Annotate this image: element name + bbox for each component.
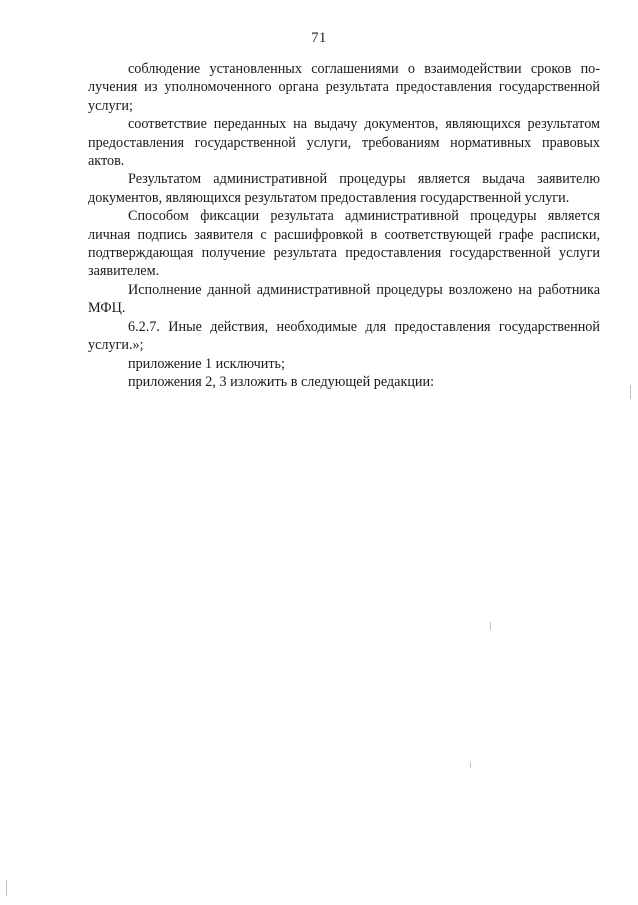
paragraph-annex-1-removal: приложение 1 исключить;	[128, 355, 285, 372]
document-body	[88, 60, 600, 391]
paragraph-annex-2-3-revision: приложения 2, 3 изложить в следующей редакции:	[128, 373, 435, 390]
scan-artifact	[630, 385, 631, 399]
paragraph-result-fixation: Способом фиксации результата административной процедуры является личная подпись заявителя с расшифровкой в соответствующей графе расписки, подтверждающая получение результата предоставления государственной услуги заявителем.	[88, 208, 600, 280]
paragraph-procedure-result: Результатом административной процедуры является выдача заявителю документов, являющихся результатом предоставления государственной услуги.	[88, 171, 600, 206]
paragraph-documents-conformity: соответствие переданных на выдачу документов, являющихся результатом предоставления государственной услуги, требованиям нормативных правовых актов.	[88, 116, 600, 170]
paragraph-other-actions: 6.2.7. Иные действия, необходимые для предоставления государственной услуги.»;	[88, 318, 600, 354]
scan-artifact	[470, 762, 471, 768]
scan-artifact	[6, 880, 7, 896]
page-number: 71	[311, 30, 327, 46]
paragraph-responsible-employee: Исполнение данной административной процедуры возложено на работника МФЦ.	[88, 281, 600, 317]
scan-artifact	[490, 622, 491, 630]
paragraph-deadline-compliance: соблюдение установленных соглашениями о взаимодействии сроков получения из уполномоченного органа результата предоставления государственной услуги;	[88, 61, 600, 114]
